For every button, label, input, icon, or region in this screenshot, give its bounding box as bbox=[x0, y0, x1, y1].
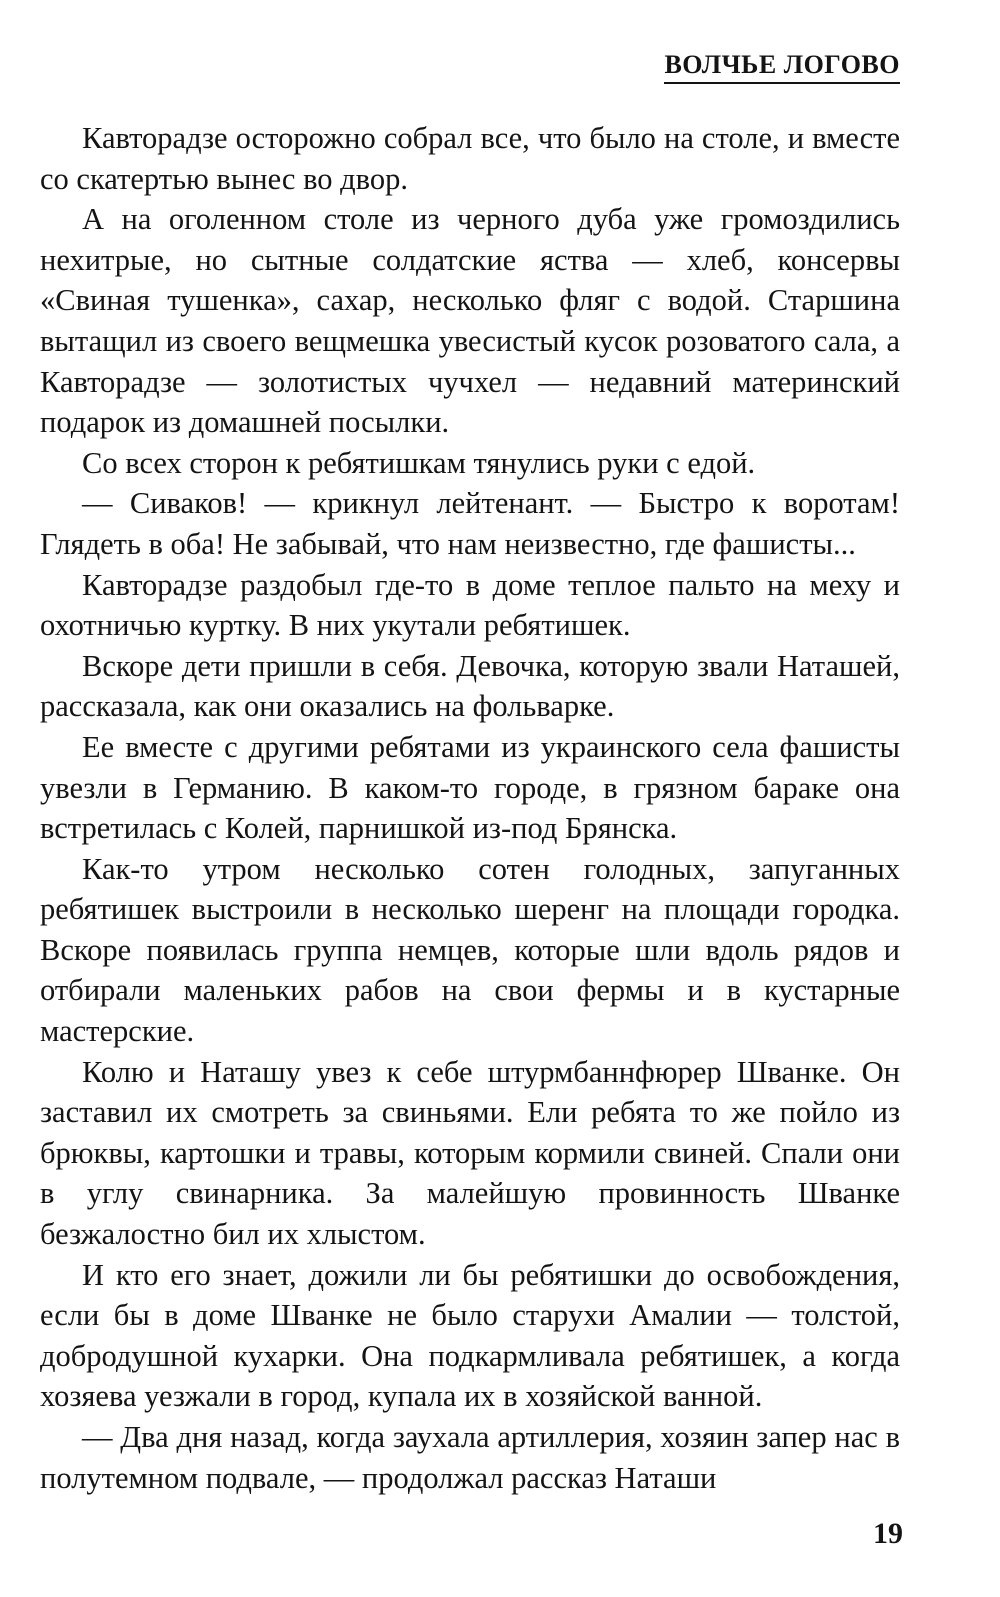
paragraph: Колю и Наташу увез к себе штурмбаннфюрер Шванке. Он заставил их смотреть за свиньями. Ели ребята то же пойло из брюквы, картошки и травы, которым кормили свиней. Спали они в углу свинарника. За малейшую провинность Шванке безжалостно бил их хлыстом. bbox=[40, 1054, 900, 1252]
paragraph: Кавторадзе раздобыл где-то в доме теплое пальто на меху и охотничью куртку. В них укутали ребятишек. bbox=[40, 567, 900, 643]
paragraph: А на оголенном столе из черного дуба уже громоздились нехитрые, но сытные солдатские яства — хлеб, консервы «Свиная тушенка», сахар, несколько фляг с водой. Старшина вытащил из своего вещмешка увесистый кусок розоватого сала, а Кавторадзе — золотистых чучхел — недавний материнский подарок из домашней посылки. bbox=[40, 202, 900, 440]
paragraph: Как-то утром несколько сотен голодных, запуганных ребятишек выстроили в несколько шеренг на площади городка. Вскоре появилась группа немцев, которые шли вдоль рядов и отбирали маленьких рабов на свои фермы и в кустарные мастерские. bbox=[40, 851, 900, 1049]
paragraph: Ее вместе с другими ребятами из украинского села фашисты увезли в Германию. В каком-то городе, в грязном бараке она встретилась с Колей, парнишкой из-под Брянска. bbox=[40, 729, 900, 846]
paragraph: И кто его знает, дожили ли бы ребятишки до освобождения, если бы в доме Шванке не было старухи Амалии — толстой, добродушной кухарки. Она подкармливала ребятишек, а когда хозяева уезжали в город, купала их в хозяйской ванной. bbox=[40, 1257, 900, 1414]
body-text bbox=[40, 118, 900, 1498]
running-header: ВОЛЧЬЕ ЛОГОВО bbox=[664, 50, 900, 84]
paragraph: Кавторадзе осторожно собрал все, что было на столе, и вместе со скатертью вынес во двор. bbox=[40, 121, 900, 196]
paragraph: Со всех сторон к ребятишкам тянулись руки с едой. bbox=[82, 445, 756, 480]
paragraph: — Два дня назад, когда заухала артиллерия, хозяин запер нас в полутемном подвале, — продолжал рассказ Наташи bbox=[40, 1420, 900, 1495]
page-number: 19 bbox=[873, 1517, 903, 1550]
paragraph: — Сиваков! — крикнул лейтенант. — Быстро к воротам! Глядеть в оба! Не забывай, что нам неизвестно, где фашисты... bbox=[40, 486, 900, 561]
paragraph: Вскоре дети пришли в себя. Девочка, которую звали Наташей, рассказала, как они оказались на фольварке. bbox=[40, 648, 900, 724]
